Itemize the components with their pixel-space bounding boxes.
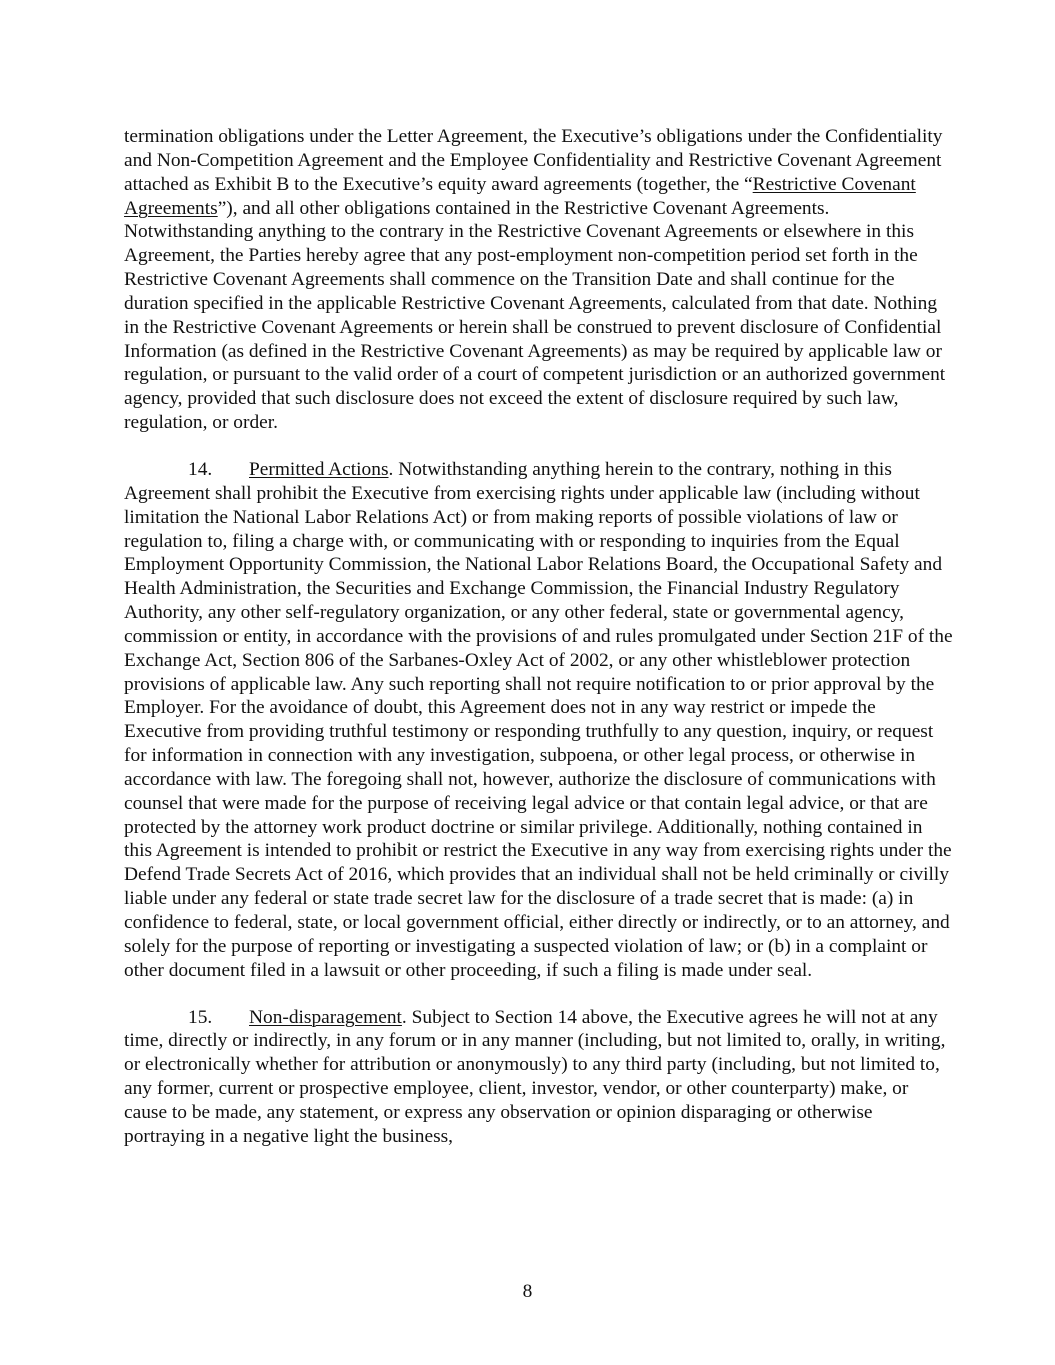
- document-body: [124, 125, 954, 1172]
- section-15-number: 15.: [188, 1006, 213, 1028]
- section-14-text: . Notwithstanding anything herein to the contrary, nothing in this Agreement shall prohibit the Executive from exercising rights under applicable law (including without limitation the National Labor Relations Act) or from making reports of possible violations of law or regulation to, filing a charge with, or communicating with or responding to inquiries from the Equal Employment Opportunity Commission, the National Labor Relations Board, the Occupational Safety and Health Administration, the Securities and Exchange Commission, the Financial Industry Regulatory Authority, any other self-regulatory organization, or any other federal, state or governmental agency, commission or entity, in accordance with the provisions of and rules promulgated under Section 21F of the Exchange Act, Section 806 of the Sarbanes-Oxley Act of 2002, or any other whistleblower protection provisions of applicable law. Any such reporting shall not require notification to or prior approval by the Employer. For the avoidance of doubt, this Agreement does not in any way restrict or impede the Executive from providing truthful testimony or responding truthfully to any question, inquiry, or request for information in connection with any investigation, subpoena, or other legal process, or otherwise in accordance with law. The foregoing shall not, however, authorize the disclosure of communications with counsel that were made for the purpose of receiving legal advice or that contain legal advice, or that are protected by the attorney work product doctrine or similar privilege. Additionally, nothing contained in this Agreement is intended to prohibit or restrict the Executive in any way from exercising rights under the Defend Trade Secrets Act of 2016, which provides that an individual shall not be held criminally or civilly liable under any federal or state trade secret law for the disclosure of a trade secret that is made: (a) in confidence to federal, state, or local government official, either directly or indirectly, or to an attorney, and solely for the purpose of reporting or investigating a suspected violation of law; or (b) in a complaint or other document filed in a lawsuit or other proceeding, if such a filing is made under seal.: [124, 458, 953, 981]
- section-14-paragraph: [124, 458, 954, 983]
- section-15-heading: Non-disparagement: [249, 1006, 402, 1028]
- section-15-text: . Subject to Section 14 above, the Executive agrees he will not at any time, directly or indirectly, in any forum or in any manner (including, but not limited to, orally, in writing, or electronically whether for attribution or anonymously) to any third party (including, but not limited to, any former, current or prospective employee, client, investor, vendor, or other counterparty) make, or cause to be made, any statement, or express any observation or opinion disparaging or otherwise portraying in a negative light the business,: [124, 1006, 946, 1147]
- section-14-number: 14.: [188, 458, 213, 480]
- paragraph-13-text-start: termination obligations under the Letter Agreement, the Executive’s obligations under the Confidentiality and Non-Competition Agreement and the Employee Confidentiality and Restrictive Covenant Agreement attached as Exhibit B to the Executive’s equity award agreements (together, the “: [124, 126, 943, 195]
- section-14-heading: Permitted Actions: [249, 458, 389, 480]
- defined-term-restrictive-covenant-agreements: Restrictive Covenant Agreements: [124, 173, 916, 219]
- paragraph-13-continued: [124, 125, 954, 435]
- section-15-paragraph: [124, 1006, 954, 1149]
- page-number: 8: [522, 1281, 533, 1302]
- paragraph-13-text-end: ”), and all other obligations contained in the Restrictive Covenant Agreements. Notwithstanding anything to the contrary in the Restrictive Covenant Agreements or elsewhere in this Agreement, the Parties hereby agree that any post-employment non-competition period set forth in the Restrictive Covenant Agreements shall commence on the Transition Date and shall continue for the duration specified in the applicable Restrictive Covenant Agreements, calculated from that date. Nothing in the Restrictive Covenant Agreements or herein shall be construed to prevent disclosure of Confidential Information (as defined in the Restrictive Covenant Agreements) as may be required by applicable law or regulation, or pursuant to the valid order of a court of competent jurisdiction or an authorized government agency, provided that such disclosure does not exceed the extent of disclosure required by such law, regulation, or order.: [124, 197, 946, 434]
